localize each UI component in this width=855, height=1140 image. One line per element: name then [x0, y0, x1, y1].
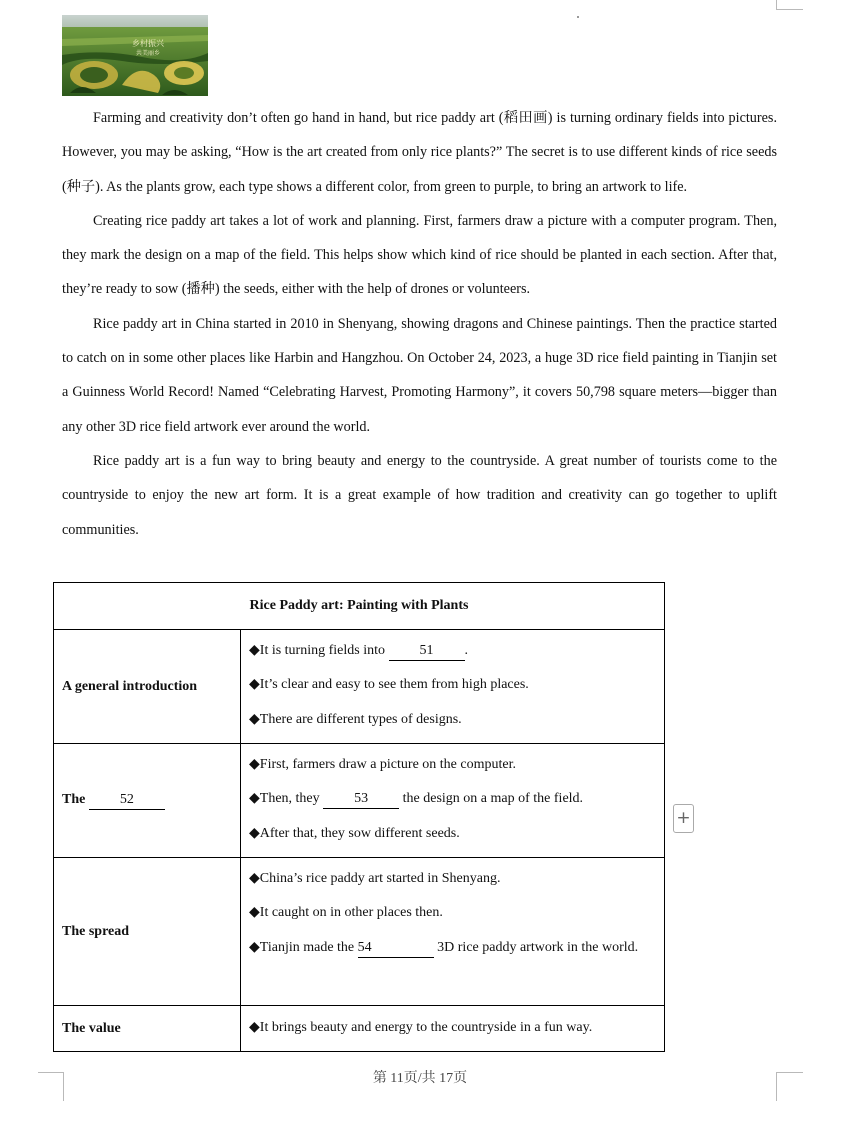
summary-table — [53, 582, 665, 1052]
crop-mark-top-right — [776, 0, 803, 10]
table-title: Rice Paddy art: Painting with Plants — [54, 583, 665, 630]
answer-blank-54[interactable]: 54 — [358, 939, 434, 958]
row-content: ◆It is turning fields into 51 . ◆It’s clear and easy to see them from high places. ◆There are different types of designs. — [241, 630, 665, 744]
paragraph: Rice paddy art in China started in 2010 in Shenyang, showing dragons and Chinese paintings. Then the practice started to catch on in some other places like Harbin and Hangzhou. On October 24, 2023, a huge 3D rice field painting in Tianjin set a Guinness World Record! Named “Celebrating Harvest, Promoting Harmony”, it covers 50,798 square meters—bigger than any other 3D rice field artwork ever around the world. — [62, 315, 777, 435]
page-number-footer: 第 11页/共 17页 — [372, 1071, 468, 1086]
row-label-value: The value — [54, 1006, 241, 1052]
table-row — [54, 630, 665, 744]
diamond-bullet-icon: ◆ — [249, 939, 260, 955]
rice-paddy-art-photo — [62, 15, 208, 96]
table-row — [54, 858, 665, 1006]
diamond-bullet-icon: ◆ — [249, 757, 260, 772]
add-row-button[interactable]: + — [673, 804, 694, 833]
passage — [62, 101, 777, 547]
table-row — [54, 744, 665, 858]
row-label-spread: The spread — [54, 858, 241, 1006]
diamond-bullet-icon: ◆ — [249, 1020, 260, 1036]
answer-blank-51[interactable]: 51 — [389, 642, 465, 661]
row-label-introduction: A general introduction — [54, 630, 241, 744]
answer-blank-53[interactable]: 53 — [323, 790, 399, 809]
answer-blank-52[interactable]: 52 — [89, 791, 165, 810]
table-row — [54, 1006, 665, 1052]
row-label-process: The 52 — [54, 744, 241, 858]
diamond-bullet-icon: ◆ — [249, 871, 260, 886]
photo-overlay-text-1: 乡村振兴 — [132, 39, 164, 48]
diamond-bullet-icon: ◆ — [249, 791, 260, 807]
diamond-bullet-icon: ◆ — [249, 711, 260, 727]
row-content: ◆China’s rice paddy art started in Shenyang. ◆It caught on in other places then. ◆Tianjin made the 54 3D rice paddy artwork in the world. — [241, 858, 665, 1006]
speck — [577, 16, 579, 18]
diamond-bullet-icon: ◆ — [249, 643, 260, 658]
row-content: ◆It brings beauty and energy to the countryside in a fun way. — [241, 1006, 665, 1052]
diamond-bullet-icon: ◆ — [249, 905, 260, 921]
paragraph: Rice paddy art is a fun way to bring beauty and energy to the countryside. A great number of tourists come to the countryside to enjoy the new art form. It is a great example of how tradition and creativity can go together to uplift communities. — [62, 452, 777, 538]
row-content: ◆First, farmers draw a picture on the computer. ◆Then, they 53 the design on a map of the field. ◆After that, they sow different seeds. — [241, 744, 665, 858]
photo-overlay-text-2: 共美丽乡 — [136, 50, 161, 57]
diamond-bullet-icon: ◆ — [249, 677, 260, 693]
paragraph: Farming and creativity don’t often go hand in hand, but rice paddy art (稻田画) is turning ordinary fields into pictures. However, you may be asking, “How is the art created from only rice plants?” The secret is to use different kinds of rice seeds (种子). As the plants grow, each type shows a different color, from green to purple, to bring an artwork to life. — [62, 110, 777, 195]
diamond-bullet-icon: ◆ — [249, 825, 260, 841]
paragraph: Creating rice paddy art takes a lot of work and planning. First, farmers draw a picture with a computer program. Then, they mark the design on a map of the field. This helps show which kind of rice should be planted in each section. After that, they’re ready to sow (播种) the seeds, either with the help of drones or volunteers. — [62, 212, 777, 298]
